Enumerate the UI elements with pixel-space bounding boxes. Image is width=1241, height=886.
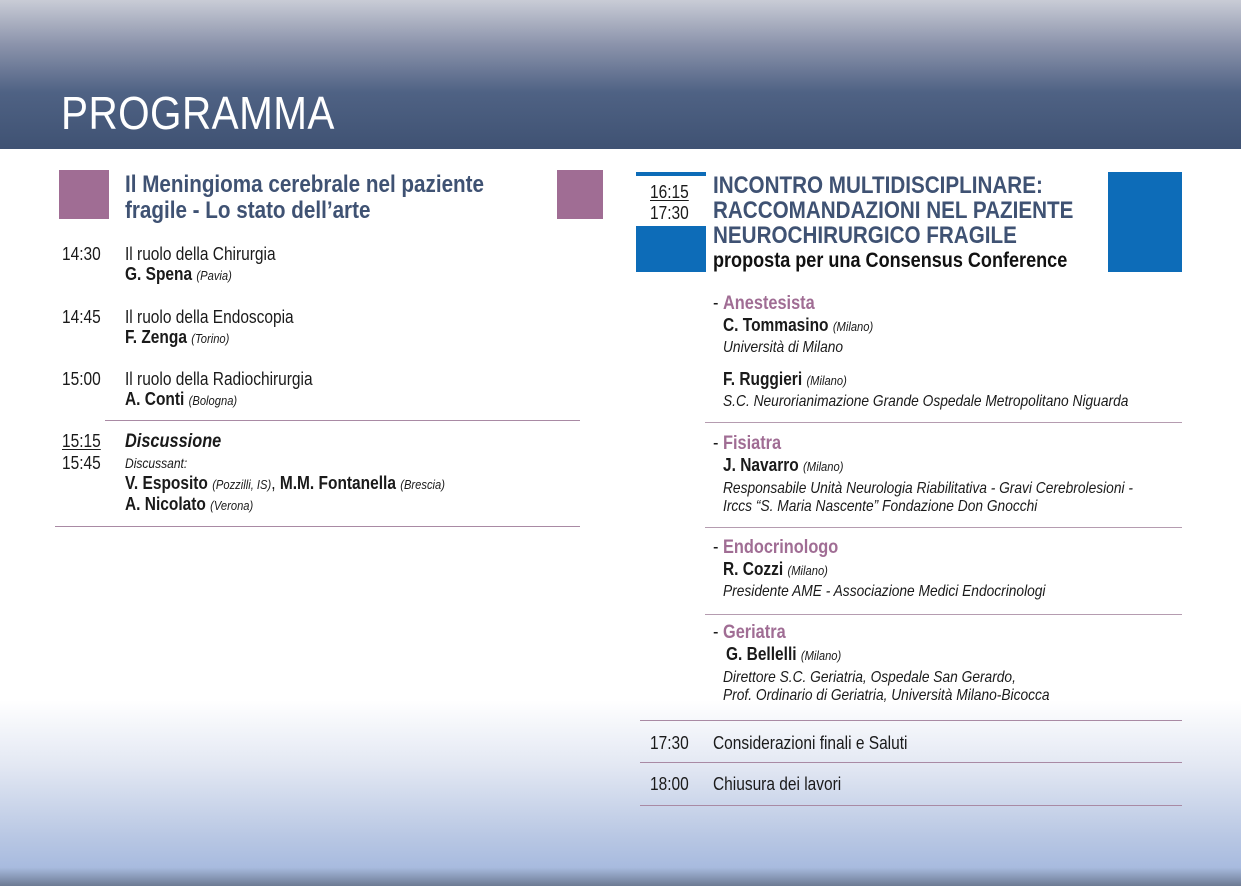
topic-radiochirurgia: Il ruolo della Radiochirurgia <box>125 369 313 389</box>
topic-endoscopia: Il ruolo della Endoscopia <box>125 307 294 327</box>
speaker-cozzi: R. Cozzi (Milano) <box>723 559 828 579</box>
affiliation-bellelli-2: Prof. Ordinario di Geriatria, Università Milano-Bicocca <box>723 687 1050 704</box>
speaker-conti: A. Conti (Bologna) <box>125 389 238 409</box>
closing-remarks: Considerazioni finali e Saluti <box>713 733 908 753</box>
time-1545: 15:45 <box>62 453 101 473</box>
right-session-title-1: INCONTRO MULTIDISCIPLINARE: <box>713 172 1043 199</box>
affiliation-cozzi: Presidente AME - Associazione Medici Endocrinologi <box>723 583 1046 600</box>
divider <box>105 420 580 421</box>
time-1615: 16:15 <box>650 182 689 202</box>
specialty-geriatra: - Geriatra <box>713 622 786 643</box>
time-1500: 15:00 <box>62 369 101 389</box>
speaker-tommasino: C. Tommasino (Milano) <box>723 315 874 335</box>
divider <box>705 527 1182 528</box>
closing-session: Chiusura dei lavori <box>713 774 842 794</box>
divider <box>705 614 1182 615</box>
speaker-ruggieri: F. Ruggieri (Milano) <box>723 369 847 389</box>
divider <box>640 762 1182 763</box>
right-session-title-3: NEUROCHIRURGICO FRAGILE <box>713 222 1017 249</box>
affiliation-navarro-2: Irccs “S. Maria Nascente” Fondazione Don Gnocchi <box>723 498 1038 515</box>
divider <box>55 526 580 527</box>
left-marker-square <box>59 170 109 219</box>
time-1445: 14:45 <box>62 307 101 327</box>
right-session-subtitle: proposta per una Consensus Conference <box>713 249 1068 272</box>
divider <box>640 720 1182 721</box>
page-title: PROGRAMMA <box>61 87 335 139</box>
divider <box>640 805 1182 806</box>
left-session-title-1: Il Meningioma cerebrale nel paziente <box>125 171 485 198</box>
speaker-bellelli: G. Bellelli (Milano) <box>726 644 842 664</box>
right-title-end-square <box>1108 172 1182 272</box>
discussant-label: Discussant: <box>125 455 188 471</box>
time-1800: 18:00 <box>650 774 689 794</box>
divider <box>705 422 1182 423</box>
specialty-endocrinologo: - Endocrinologo <box>713 537 839 558</box>
affiliation-ruggieri: S.C. Neurorianimazione Grande Ospedale Metropolitano Niguarda <box>723 393 1129 410</box>
speaker-zenga: F. Zenga (Torino) <box>125 327 230 347</box>
right-session-title-2: RACCOMANDAZIONI NEL PAZIENTE <box>713 197 1074 224</box>
topic-chirurgia: Il ruolo della Chirurgia <box>125 244 276 264</box>
right-marker-block <box>636 226 706 272</box>
time-1730-session: 17:30 <box>650 203 689 223</box>
discussion-label: Discussione <box>125 431 222 452</box>
left-title-end-square <box>557 170 603 219</box>
discussants-line-2: A. Nicolato (Verona) <box>125 494 254 514</box>
time-1730: 17:30 <box>650 733 689 753</box>
specialty-fisiatra: - Fisiatra <box>713 433 782 454</box>
affiliation-bellelli-1: Direttore S.C. Geriatria, Ospedale San Gerardo, <box>723 669 1016 686</box>
left-session-title-2: fragile - Lo stato dell’arte <box>125 197 371 224</box>
speaker-spena: G. Spena (Pavia) <box>125 264 232 284</box>
specialty-anestesista: - Anestesista <box>713 293 815 314</box>
right-marker-bar <box>636 172 706 176</box>
speaker-navarro: J. Navarro (Milano) <box>723 455 844 475</box>
affiliation-navarro-1: Responsabile Unità Neurologia Riabilitativa - Gravi Cerebrolesioni - <box>723 480 1133 497</box>
affiliation-tommasino: Università di Milano <box>723 339 844 356</box>
time-1430: 14:30 <box>62 244 101 264</box>
time-1515: 15:15 <box>62 431 101 451</box>
discussants-line-1: V. Esposito (Pozzilli, IS), M.M. Fontanella (Brescia) <box>125 473 445 493</box>
bottom-gradient <box>0 700 1241 886</box>
